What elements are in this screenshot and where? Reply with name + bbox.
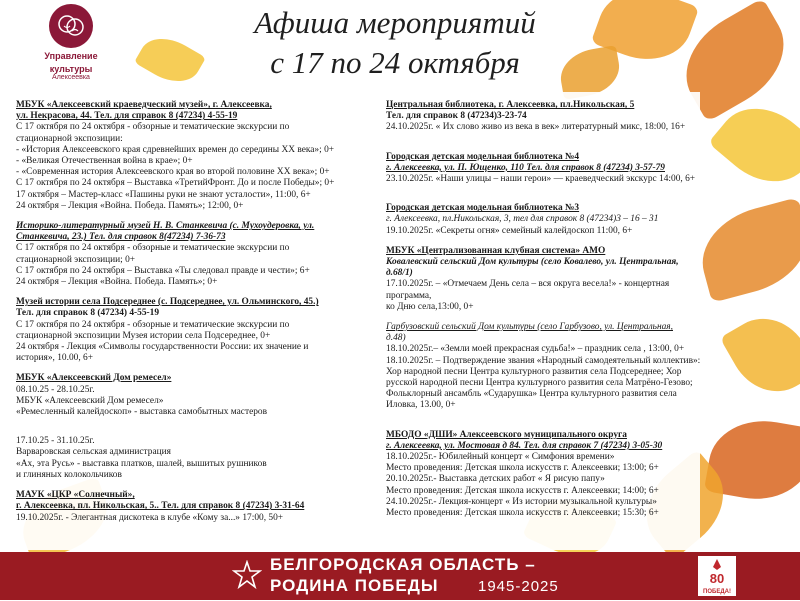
- event-line: С 17 октября по 24 октября – Выставка «Ты следовал правде и чести»; 6+: [16, 265, 310, 276]
- logo-line-3: Алексеевка: [52, 74, 90, 81]
- theatre-masks-icon: [49, 4, 93, 48]
- event-line: 24.10.2025г. « Их слово живо из века в век» литературный микс, 18:00, 16+: [386, 122, 686, 133]
- event-line: история», 10.00, 6+: [16, 353, 93, 364]
- event-line: - «Великая Отечественная война в крае»; 0+: [16, 156, 193, 167]
- page-title-line-2: с 17 по 24 октября: [270, 45, 520, 80]
- event-line: Место проведения: Детская школа искусств г. Алексеевки; 13:00; 6+: [386, 463, 659, 474]
- event-line: 18.10.2025г.- Юбилейный концерт « Симфония времени»: [386, 452, 615, 463]
- block-heading: Историко-литературный музей Н. В. Станкевича (с. Мухоудеровка, ул.: [16, 221, 315, 232]
- right-column: [386, 100, 706, 519]
- block-heading: Ковалевский сельский Дом культуры (село Ковалево, ул. Центральная,: [386, 257, 679, 268]
- block-heading: г. Алексеевка, ул. Мостовая д 84. Тел. для справок 7 (47234) 3-05-30: [386, 440, 663, 451]
- logo-line-2: культуры: [49, 64, 93, 74]
- event-line: 19.10.2025г. «Секреты огня» семейный калейдоскоп 11:00, 6+: [386, 225, 633, 236]
- logo-line-1: Управление: [44, 51, 98, 61]
- event-line: 23.10.2025г. «Наши улицы – наши герои» — краеведческий экскурс 14:00, 6+: [386, 174, 696, 185]
- block-heading: Тел. для справок 8 (47234) 4-55-19: [16, 308, 160, 319]
- museum-krayeved-block: [16, 100, 376, 212]
- crafts-house-block: [16, 373, 376, 481]
- block-heading: д.48): [386, 333, 406, 344]
- event-line: - «История Алексеевского края сдревнейших времен до середины XX века»; 0+: [16, 144, 335, 155]
- culture-department-logo: [28, 4, 114, 84]
- block-heading: г. Алексеевка, пл. Никольская, 5.. Тел. для справок 8 (47234) 3-31-64: [16, 501, 305, 512]
- block-heading: Музей истории села Подсереднее (с. Подсереднее, ул. Ольминского, 45.): [16, 297, 319, 308]
- badge-text: ПОБЕДА!: [703, 589, 731, 595]
- left-column: [16, 100, 376, 524]
- event-line: МБУК «Алексеевский Дом ремесел»: [16, 395, 164, 406]
- banner-line-1: БЕЛГОРОДСКАЯ ОБЛАСТЬ –: [270, 555, 536, 574]
- event-line: 20.10.2025г.- Выставка детских работ « Я рисую папу»: [386, 474, 605, 485]
- block-heading: Центральная библиотека, г. Алексеевка, пл.Никольская, 5: [386, 100, 635, 110]
- event-line: 19.10.2025г. - Элегантная дискотека в клубе «Кому за...» 17:00, 50+: [16, 512, 284, 523]
- stankevich-museum-block: [16, 221, 376, 288]
- event-line: Варваровская сельская администрация: [16, 447, 171, 458]
- event-line: стационарной экспозиции Музея истории села Подсереднее, 0+: [16, 330, 271, 341]
- podserednee-museum-block: [16, 297, 376, 364]
- event-line: 24.10.2025г.- Лекция-концерт « Из истории музыкальной культуры»: [386, 496, 657, 507]
- event-line: Фольклорный ансамбль «Сударушка» Центра культурного развития села: [386, 389, 677, 400]
- event-line: «Ах, эта Русь» - выставка платков, шалей, вышитых рушников: [16, 458, 267, 469]
- garbuzovo-club-block: [386, 322, 706, 412]
- event-line: русской народной песни Центра культурного развития села Матрёно-Гезово;: [386, 378, 693, 389]
- block-heading: МБУК «Алексеевский краеведческий музей», г. Алексеевка,: [16, 100, 272, 110]
- event-line: 24 октября – Лекция «Война. Победа. Память»; 12:00, 0+: [16, 200, 244, 211]
- event-line: 17.10.2025г. – «Отмечаем День села – вся округа весела!» - концертная программа,: [386, 279, 670, 301]
- block-heading: д.68/1): [386, 268, 413, 279]
- page-title-line-1: Афиша мероприятий: [254, 5, 536, 40]
- event-line: и глиняных колокольчиков: [16, 469, 122, 480]
- banner-line-2: РОДИНА ПОБЕДЫ: [270, 576, 439, 595]
- block-heading: МБОДО «ДШИ» Алексеевского муниципального округа: [386, 429, 627, 440]
- children-library-3-block: [386, 203, 706, 237]
- block-heading: Станкевича, 23.) Тел. для справок 8(47234) 7-36-73: [16, 232, 226, 243]
- block-heading: г. Алексеевка, пл.Никольская, 3, тел для справок 8 (47234)3 – 16 – 31: [386, 214, 659, 225]
- event-line: Место проведения: Детская школа искусств г. Алексеевки; 14:00; 6+: [386, 485, 659, 496]
- event-line: Хор народной песни Центра культурного развития села Подсереднее; Хор: [386, 366, 682, 377]
- block-heading: Тел. для справок 8 (47234)3-23-74: [386, 111, 527, 122]
- event-line: - «Современная история Алексеевского края во второй половине XX века»; 0+: [16, 167, 330, 178]
- event-line: С 17 октября по 24 октября – Выставка «ТретийФронт. До и после Победы»; 0+: [16, 178, 335, 189]
- block-heading: МБУК «Алексеевский Дом ремесел»: [16, 373, 172, 384]
- block-heading: ул. Некрасова, 44. Тел. для справок 8 (47234) 4-55-19: [16, 111, 238, 122]
- event-line: стационарной экспозиции; 0+: [16, 254, 136, 265]
- badge-number: 80: [709, 571, 725, 586]
- star-emblem-icon: [232, 560, 262, 592]
- club-system-block: [386, 246, 706, 313]
- event-line: Иловка, 13.00, 0+: [386, 400, 456, 411]
- event-line: С 17 октября по 24 октября - обзорные и тематические экскурсии по: [16, 319, 290, 330]
- event-line: стационарной экспозиции:: [16, 133, 123, 144]
- art-school-block: [386, 430, 706, 520]
- event-line: «Ремесленный калейдоскоп» - выставка самобытных мастеров: [16, 407, 268, 418]
- event-line: 24 октября - Лекция «Символы государственности России: их значение и: [16, 342, 309, 353]
- solnechny-center-block: [16, 490, 376, 524]
- block-heading: Городская детская модельная библиотека №3: [386, 203, 580, 214]
- event-line: 24 октября – Лекция «Война. Победа. Память»; 0+: [16, 277, 218, 288]
- children-library-4-block: [386, 152, 706, 186]
- event-line: С 17 октября по 24 октября - обзорные и тематические экскурсии по: [16, 243, 290, 254]
- victory-80-badge: [698, 556, 736, 596]
- event-line: 17.10.25 - 31.10.25г.: [16, 436, 95, 447]
- event-line: 18.10.2025г.– «Земли моей прекрасная судьба!» – праздник села , 13:00, 0+: [386, 344, 685, 355]
- central-library-block: [386, 100, 706, 134]
- block-heading: г. Алексеевка, ул. П. Ющенко, 110 Тел. для справок 8 (47234) 3-57-79: [386, 162, 665, 173]
- event-line: 17 октября – Мастер-класс «Пашины руки не знают усталости», 11:00, 6+: [16, 189, 311, 200]
- block-heading: Городская детская модельная библиотека №4: [386, 151, 580, 162]
- block-heading: МАУК «ЦКР «Солнечный»,: [16, 490, 135, 501]
- block-heading: Гарбузовский сельский Дом культуры (село Гарбузово, ул. Центральная,: [386, 322, 673, 333]
- event-line: С 17 октября по 24 октября - обзорные и тематические экскурсии по: [16, 122, 290, 133]
- banner-years: 1945-2025: [478, 578, 559, 595]
- event-line: 08.10.25 - 28.10.25г.: [16, 384, 95, 395]
- event-line: ко Дню села,13:00, 0+: [386, 301, 474, 312]
- event-line: 18.10.2025г. – Подтверждение звания «Народный самодеятельный коллектив»:: [386, 355, 701, 366]
- block-heading: МБУК «Централизованная клубная система» АМО: [386, 245, 606, 256]
- event-line: Место проведения: Детская школа искусств г. Алексеевки; 15:30; 6+: [386, 508, 659, 519]
